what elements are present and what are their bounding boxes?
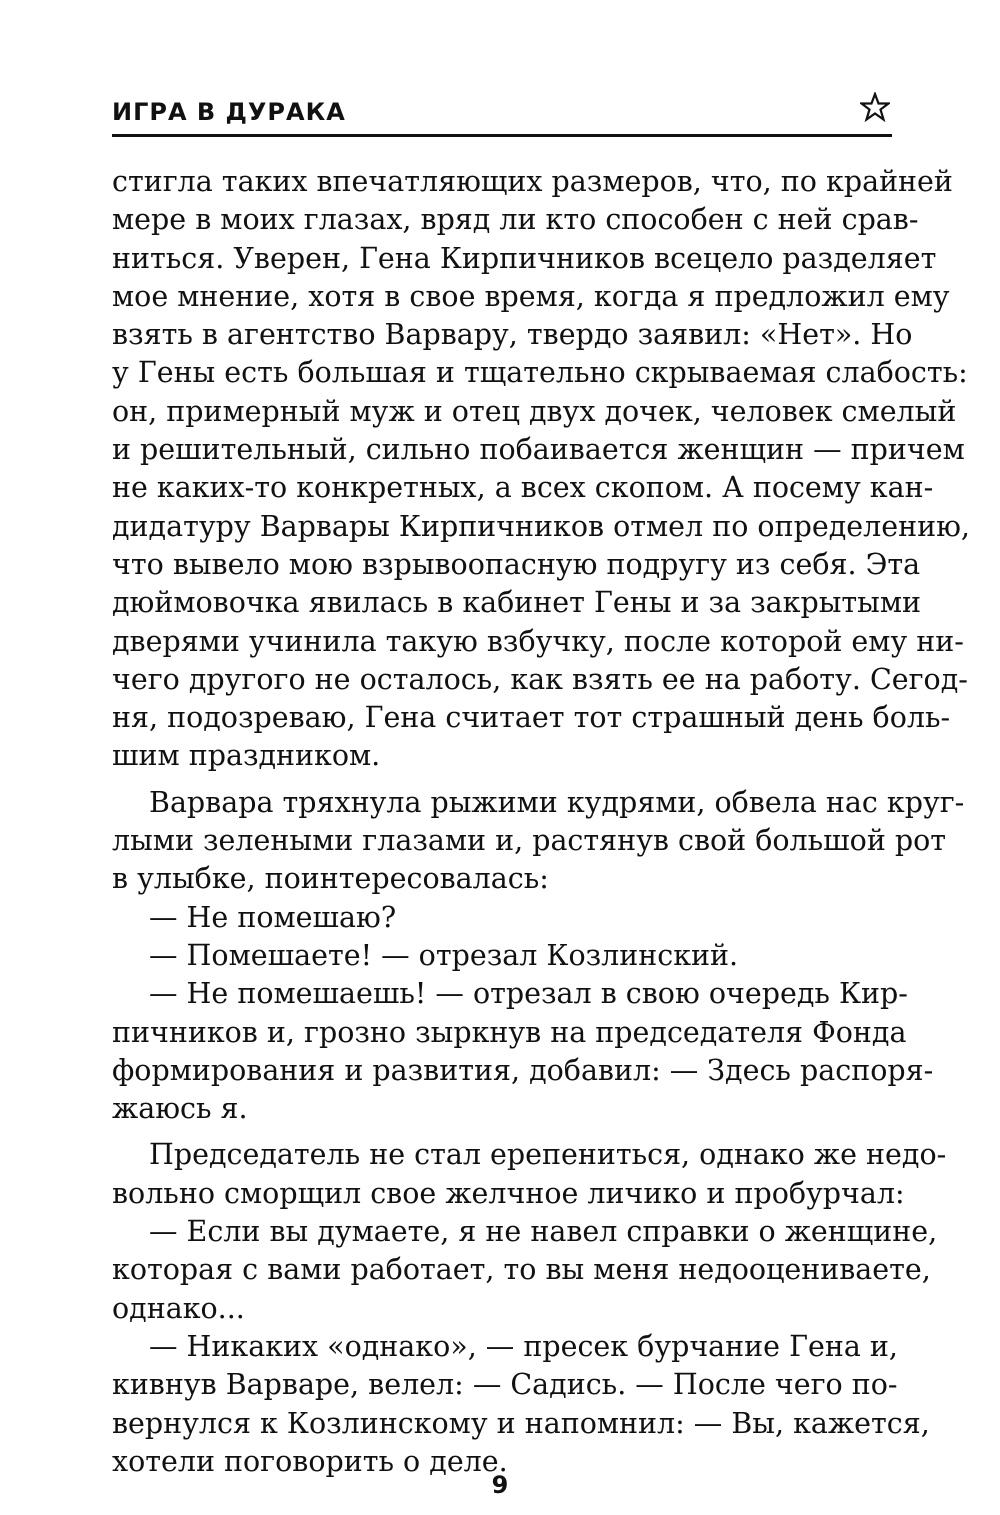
running-header: [112, 92, 892, 137]
text-line: — Если вы думаете, я не навел справки о женщине,: [149, 1215, 938, 1249]
text-line: жаюсь я.: [112, 1092, 248, 1126]
text-line: дверями учинила такую взбучку, после которой ему ни-: [112, 624, 964, 658]
text-line: он, примерный муж и отец двух дочек, человек смелый: [112, 394, 957, 428]
text-line: взять в агентство Варвару, твердо заявил: «Нет». Но: [112, 318, 913, 352]
text-line: однако...: [112, 1291, 245, 1325]
book-title: ИГРА В ДУРАКА: [112, 98, 346, 126]
dialogue-line: [112, 1328, 930, 1481]
text-line: дидатуру Варвары Кирпичников отмел по определению,: [112, 509, 970, 543]
text-line: мое мнение, хотя в свое время, когда я предложил ему: [112, 279, 950, 313]
body-text: [112, 163, 970, 1481]
text-line: Председатель не стал ерепениться, однако же недо-: [149, 1138, 947, 1172]
star-outline-icon: [860, 92, 890, 122]
text-line: — Никаких «однако», — пресек бурчание Гена и,: [149, 1329, 898, 1363]
paragraph: [112, 163, 970, 776]
text-line: кивнув Варваре, велел: — Садись. — После чего по-: [112, 1368, 898, 1402]
text-line: и решительный, сильно побаивается женщин — причем: [112, 433, 965, 467]
dialogue-line: [112, 937, 892, 975]
paragraph: [112, 784, 965, 899]
text-line: которая с вами работает, то вы меня недооцениваете,: [112, 1253, 931, 1287]
text-line: вольно сморщил свое желчное личико и пробурчал:: [112, 1176, 905, 1210]
text-line: не каких-то конкретных, а всех скопом. А посему кан-: [112, 471, 934, 505]
text-line: мере в моих глазах, вряд ли кто способен с ней срав-: [112, 203, 919, 237]
text-line: лыми зелеными глазами и, растянув свой большой рот: [112, 824, 947, 858]
text-line: шим праздником.: [112, 739, 381, 773]
text-line: — Не помешаешь! — отрезал в свою очередь Кир-: [149, 977, 908, 1011]
page-number: 9: [491, 1471, 509, 1499]
dialogue-line: [112, 899, 892, 937]
text-line: дюймовочка явилась в кабинет Гены и за закрытыми: [112, 586, 922, 620]
text-line: — Помешаете! — отрезал Козлинский.: [149, 938, 739, 972]
text-line: ня, подозреваю, Гена считает тот страшный день боль-: [112, 701, 951, 735]
text-line: — Не помешаю?: [149, 900, 397, 934]
text-line: вернулся к Козлинскому и напомнил: — Вы, кажется,: [112, 1406, 930, 1440]
text-line: формирования и развития, добавил: — Здесь распоря-: [112, 1053, 934, 1087]
text-line: в улыбке, поинтересовалась:: [112, 862, 549, 896]
text-line: чего другого не осталось, как взять ее на работу. Сегод-: [112, 662, 968, 696]
text-line: хотели поговорить о деле.: [112, 1444, 508, 1478]
dialogue-line: [112, 1213, 938, 1328]
text-line: ниться. Уверен, Гена Кирпичников всецело разделяет: [112, 241, 937, 275]
dialogue-line: [112, 975, 934, 1128]
paragraph: [112, 1136, 947, 1213]
text-line: у Гены есть большая и тщательно скрываемая слабость:: [112, 356, 968, 390]
text-line: стигла таких впечатляющих размеров, что, по крайней: [112, 165, 953, 198]
text-line: Варвара тряхнула рыжими кудрями, обвела нас круг-: [149, 785, 965, 819]
text-line: пичников и, грозно зыркнув на председателя Фонда: [112, 1015, 907, 1049]
text-line: что вывело мою взрывоопасную подругу из себя. Эта: [112, 547, 921, 581]
